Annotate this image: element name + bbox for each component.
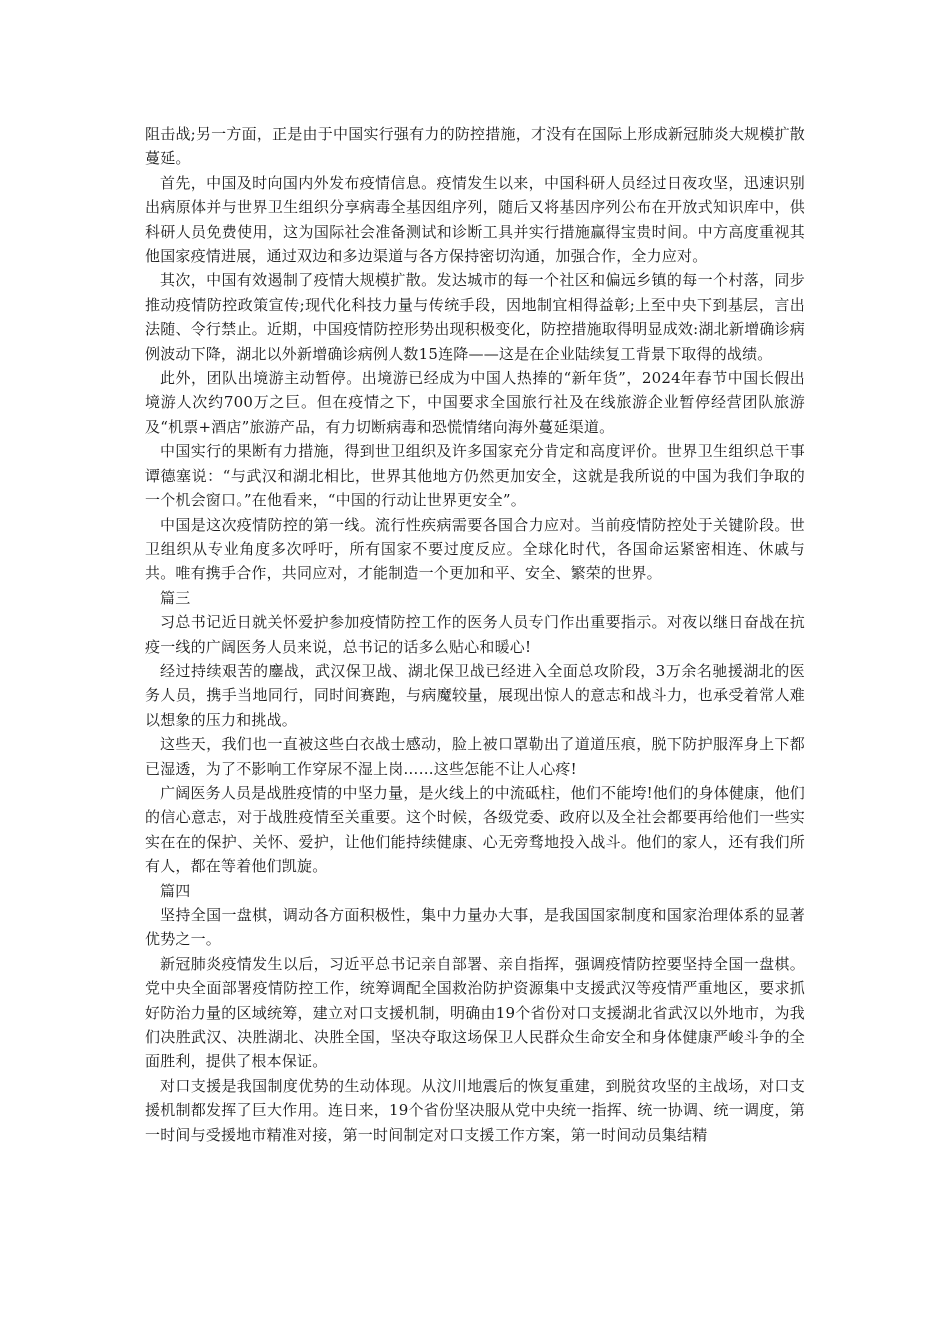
section-heading: 篇四 — [160, 881, 191, 900]
paragraph: 坚持全国一盘棋，调动各方面积极性，集中力量办大事，是我国国家制度和国家治理体系的显著优势之一。 — [145, 906, 805, 949]
paragraph: 新冠肺炎疫情发生以后，习近平总书记亲自部署、亲自指挥，强调疫情防控要坚持全国一盘棋。党中央全面部署疫情防控工作，统筹调配全国救治防护资源集中支援武汉等疫情严重地区，要求抓好防治力量的区域统筹，建立对口支援机制，明确由19个省份对口支援湖北省武汉以外地市，为我们决胜武汉、决胜湖北、决胜全国，坚决夺取这场保卫人民群众生命安全和身体健康严峻斗争的全面胜利，提供了根本保证。 — [145, 954, 805, 1071]
paragraph: 中国是这次疫情防控的第一线。流行性疾病需要各国合力应对。当前疫情防控处于关键阶段。世卫组织从专业角度多次呼吁，所有国家不要过度反应。全球化时代，各国命运紧密相连、休戚与共。唯有携手合作，共同应对，才能制造一个更加和平、安全、繁荣的世界。 — [145, 515, 805, 583]
paragraph: 此外，团队出境游主动暂停。出境游已经成为中国人热捧的“新年货”，2024年春节中国长假出境游人次约700万之巨。但在疫情之下，中国要求全国旅行社及在线旅游企业暂停经营团队旅游及“机票+酒店”旅游产品，有力切断病毒和恐慌情绪向海外蔓延渠道。 — [145, 369, 805, 436]
paragraph: 这些天，我们也一直被这些白衣战士感动，脸上被口罩勒出了道道压痕，脱下防护服浑身上下都已湿透，为了不影响工作穿尿不湿上岗……这些怎能不让人心疼! — [145, 735, 805, 778]
paragraph: 经过持续艰苦的鏖战，武汉保卫战、湖北保卫战已经进入全面总攻阶段，3万余名驰援湖北的医务人员，携手当地同行，同时间赛跑，与病魔较量，展现出惊人的意志和战斗力，也承受着常人难以想象的压力和挑战。 — [145, 661, 805, 729]
paragraph: 其次，中国有效遏制了疫情大规模扩散。发达城市的每一个社区和偏远乡镇的每一个村落，同步推动疫情防控政策宣传;现代化科技力量与传统手段，因地制宜相得益彰;上至中央下到基层，言出法随、令行禁止。近期，中国疫情防控形势出现积极变化，防控措施取得明显成效:湖北新增确诊病例波动下降，湖北以外新增确诊病例人数15连降——这是在企业陆续复工背景下取得的战绩。 — [145, 271, 805, 363]
paragraph: 习总书记近日就关怀爱护参加疫情防控工作的医务人员专门作出重要指示。对夜以继日奋战在抗疫一线的广阔医务人员来说，总书记的话多么贴心和暖心! — [145, 613, 805, 656]
paragraph: 对口支援是我国制度优势的生动体现。从汶川地震后的恢复重建，到脱贫攻坚的主战场，对口支援机制都发挥了巨大作用。连日来，19个省份坚决服从党中央统一指挥、统一协调、统一调度，第一时间与受援地市精准对接，第一时间制定对口支援工作方案，第一时间动员集结精 — [145, 1076, 805, 1144]
paragraph: 首先，中国及时向国内外发布疫情信息。疫情发生以来，中国科研人员经过日夜攻坚，迅速识别出病原体并与世界卫生组织分享病毒全基因组序列，随后又将基因序列公布在开放式知识库中，供科研人员免费使用，这为国际社会准备测试和诊断工具并实行措施赢得宝贵时间。中方高度重视其他国家疫情进展，通过双边和多边渠道与各方保持密切沟通，加强合作，全力应对。 — [145, 173, 805, 266]
paragraph: 阻击战;另一方面，正是由于中国实行强有力的防控措施，才没有在国际上形成新冠肺炎大规模扩散蔓延。 — [145, 125, 805, 168]
paragraph: 广阔医务人员是战胜疫情的中坚力量，是火线上的中流砥柱，他们不能垮!他们的身体健康，他们的信心意志，对于战胜疫情至关重要。这个时候，各级党委、政府以及全社会都要再给他们一些实实在在的保护、关怀、爱护，让他们能持续健康、心无旁骛地投入战斗。他们的家人，还有我们所有人，都在等着他们凯旋。 — [145, 783, 805, 876]
paragraph: 中国实行的果断有力措施，得到世卫组织及许多国家充分肯定和高度评价。世界卫生组织总干事谭德塞说：“与武汉和湖北相比，世界其他地方仍然更加安全，这就是我所说的中国为我们争取的一个机会窗口。”在他看来，“中国的行动让世界更安全”。 — [145, 442, 805, 510]
document-body — [145, 122, 805, 1147]
section-heading: 篇三 — [160, 588, 191, 607]
